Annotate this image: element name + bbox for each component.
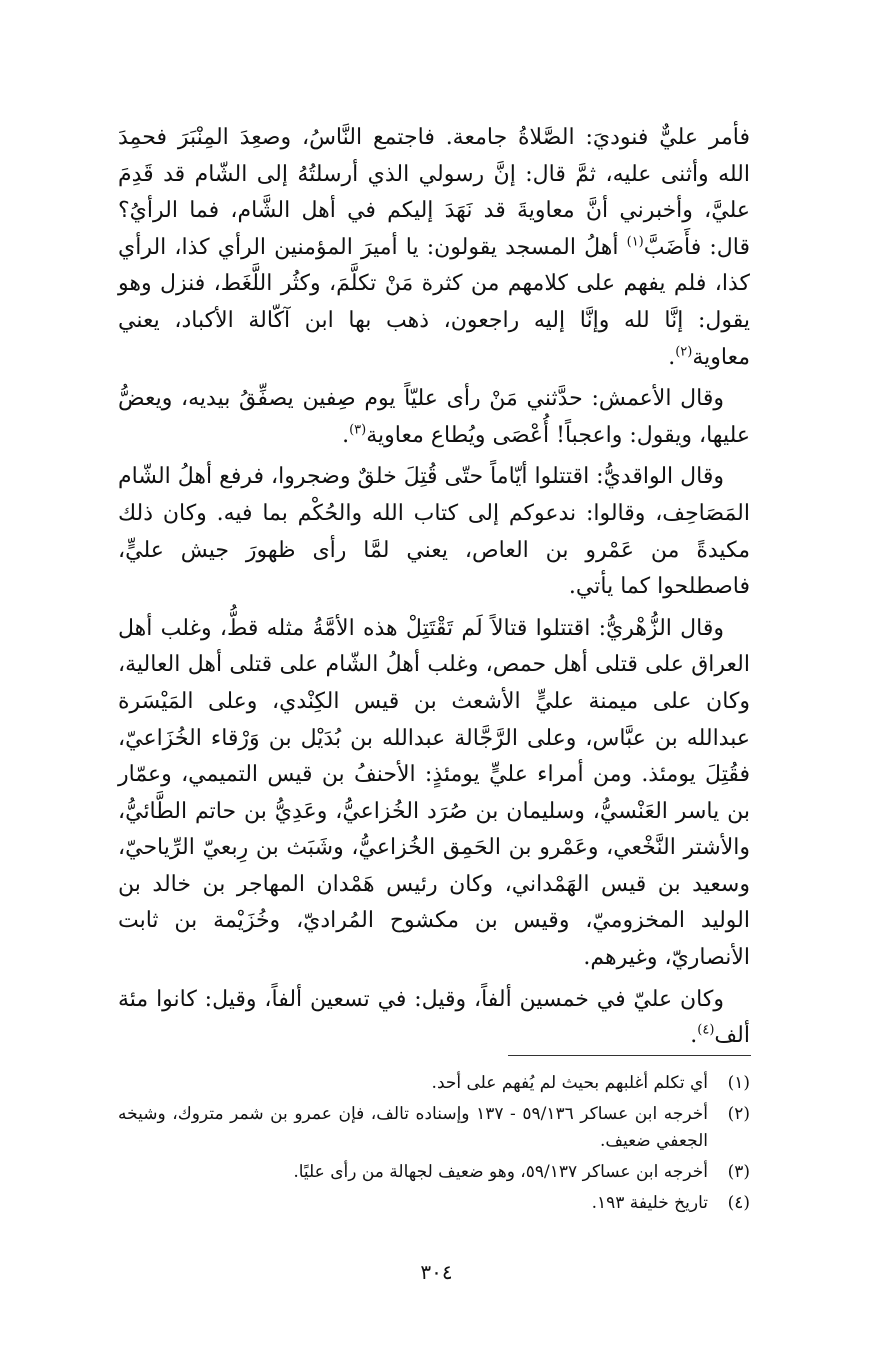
paragraph-1 — [118, 120, 750, 376]
footnote-ref-2: (٢) — [675, 344, 693, 360]
footnote-2 — [118, 1101, 750, 1155]
footnotes — [118, 1070, 750, 1221]
footnote-4-text: تاريخ خليفة ١٩٣. — [591, 1193, 708, 1213]
paragraph-1-text-cont: أهلُ المسجد يقولون: يا أميرَ المؤمنين الرأي كذا، الرأي كذا، فلم يفهم على كلامهم من كثرة مَنْ تكلَّمَ، وكثُر اللَّغَط، فنزل وهو يقول: إنَّا لله وإنَّا إليه راجعون، ذهب بها ابن آكّالة الأكباد، يعني معاوية — [118, 234, 750, 370]
footnote-ref-1: (١) — [626, 234, 644, 250]
paragraph-3 — [118, 459, 750, 605]
paragraph-5-end: . — [690, 1023, 698, 1049]
footnote-4 — [118, 1190, 750, 1217]
footnote-ref-4: (٤) — [697, 1022, 715, 1038]
footnote-2-text: أخرجه ابن عساكر ٥٩/١٣٦ - ١٣٧ وإسناده تالف، فإن عمرو بن شمر متروك، وشيخه الجعفي ضعيف. — [118, 1104, 708, 1151]
paragraph-5 — [118, 982, 750, 1055]
footnote-4-number: (٤) — [727, 1193, 750, 1213]
paragraph-1-text: فأمر عليٌّ فنوديَ: الصَّلاةُ جامعة. فاجتمع النَّاسُ، وصعِدَ المِنْبَرَ فحمِدَ الله وأثنى عليه، ثمَّ قال: إنَّ رسولي الذي أرسلتُهُ إلى الشّام قد قَدِمَ عليَّ، وأخبرني أنَّ معاويةَ قد نَهَدَ إليكم في أهل الشَّام، فما الرأيُ؟ قال: فأَضَبَّ — [118, 125, 750, 260]
footnote-ref-3: (٣) — [349, 422, 367, 438]
footnote-1-number: (١) — [727, 1073, 750, 1093]
footnote-3-number: (٣) — [727, 1162, 750, 1182]
footnote-3-text: أخرجه ابن عساكر ٥٩/١٣٧، وهو ضعيف لجهالة من رأى عليًا. — [293, 1162, 708, 1182]
page-number: ٣٠٤ — [420, 1260, 453, 1284]
paragraph-4-text: وقال الزُّهْريُّ: اقتتلوا قتالاً لَم تَقْتَتِلْ هذه الأمَّةُ مثله قطُّ، وغلب أهل العراق على قتلى أهل حمص، وغلب أهلُ الشّام على قتلى أهل العالية، وكان على ميمنة عليٍّ الأشعث بن قيس الكِنْدي، وعلى المَيْسَرة عبدالله بن عبَّاس، وعلى الرَّجَّالة عبدالله بن بُدَيْل بن وَرْقاء الخُزَاعيّ، فقُتِلَ يومئذ. ومن أمراء عليٍّ يومئذٍ: الأحنفُ بن قيس التميمي، وعمّار بن ياسر العَنْسيُّ، وسليمان بن صُرَد الخُزاعيُّ، وعَدِيُّ بن حاتم الطَّائيُّ، والأشتر النَّخْعي، وعَمْرو بن الحَمِق الخُزاعيُّ، وشَبَث بن رِبعيّ الرِّياحيّ، وسعيد بن قيس الهَمْداني، وكان رئيس هَمْدان المهاجر بن خالد بن الوليد المخزوميّ، وقيس بن مكشوح المُراديّ، وخُزَيْمة بن ثابت الأنصاريّ، وغيرهم. — [118, 615, 750, 971]
footnote-1-text: أي تكلم أغلبهم بحيث لم يُفهم على أحد. — [431, 1073, 708, 1093]
paragraph-5-text: وكان عليّ في خمسين ألفاً، وقيل: في تسعين ألفاً، وقيل: كانوا مئة ألف — [118, 986, 750, 1049]
main-text — [118, 120, 750, 1060]
paragraph-1-end: . — [668, 344, 676, 370]
footnote-2-number: (٢) — [727, 1104, 750, 1124]
footnote-separator — [508, 1055, 751, 1056]
paragraph-2-text: وقال الأعمش: حدَّثني مَنْ رأى عليّاً يوم صِفين يصفِّقُ بيديه، ويعضُّ عليها، ويقول: واعجباً! أُعْصَى ويُطاع معاوية — [118, 386, 750, 448]
paragraph-2 — [118, 381, 750, 454]
paragraph-4 — [118, 611, 750, 977]
paragraph-2-end: . — [342, 422, 350, 448]
footnote-3 — [118, 1159, 750, 1186]
footnote-1 — [118, 1070, 750, 1097]
paragraph-3-text: وقال الواقديُّ: اقتتلوا أيّاماً حتّى قُتِلَ خلقٌ وضجروا، فرفع أهلُ الشّام المَصَاحِف، وقالوا: ندعوكم إلى كتاب الله والحُكْم بما فيه. وكان ذلك مكيدةً من عَمْرو بن العاص، يعني لمَّا رأى ظهورَ جيش عليٍّ، فاصطلحوا كما يأتي. — [118, 464, 750, 600]
